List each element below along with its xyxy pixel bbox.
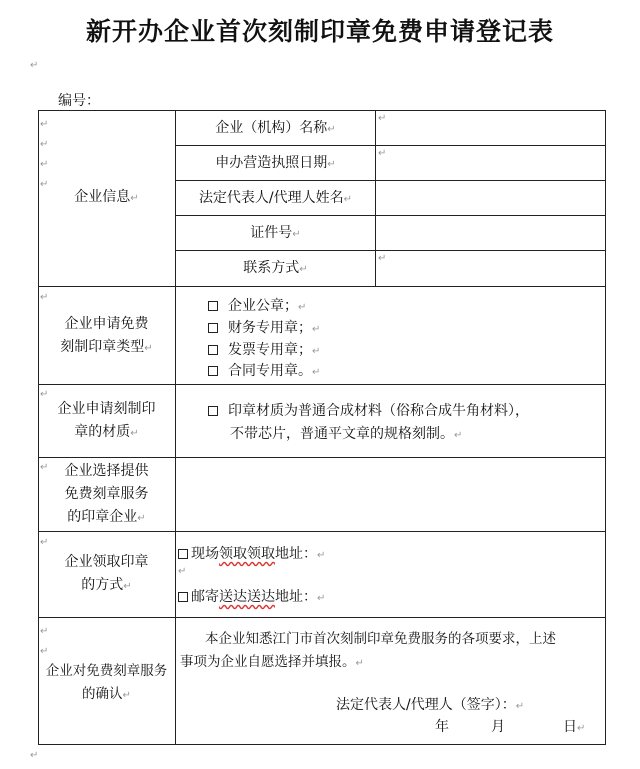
label-text: 的方式 <box>81 577 124 593</box>
statement-text: 事项为企业自愿选择并填报。 <box>180 654 356 670</box>
checkbox-option-material[interactable] <box>208 401 529 421</box>
section-divider <box>38 384 606 385</box>
date-day-label: 日↵ <box>563 719 586 735</box>
label-text: 章的材质 <box>74 424 131 440</box>
contact-value[interactable] <box>376 251 605 286</box>
section-label-material: 企业申请刻制印 章的材质↵ <box>57 401 156 440</box>
checkbox-option-onsite-pickup[interactable]: 现场领取领取地址：↵ <box>178 543 325 567</box>
section-label-enterprise-info: 企业信息↵ <box>74 189 139 205</box>
confirmation-statement-line2: 事项为企业自愿选择并填报。↵ <box>180 654 364 670</box>
label-text: 证件号 <box>250 225 293 241</box>
section-label-confirmation: 企业对免费刻章服务 的确认↵ <box>45 663 168 702</box>
checkbox[interactable] <box>208 345 218 355</box>
checkbox[interactable] <box>208 301 218 311</box>
label-text: 申办营造执照日期 <box>215 155 328 171</box>
paragraph-mark: ↵ <box>40 292 49 303</box>
provider-value[interactable] <box>176 458 605 531</box>
checkbox-option-invoice-seal[interactable]: 发票专用章；↵ <box>208 340 320 362</box>
option-label: 财务专用章； <box>228 320 312 336</box>
section-label-provider: 企业选择提供 免费刻章服务 的印章企业↵ <box>64 463 149 525</box>
date-month-label: 月 <box>491 719 505 735</box>
field-label-license-date: 申办营造执照日期↵ <box>215 155 336 171</box>
paragraph-mark: ↵ <box>178 566 187 577</box>
label-text: 免费刻章服务 <box>64 486 149 502</box>
checkbox[interactable] <box>178 549 188 559</box>
checkbox[interactable] <box>208 366 218 376</box>
checkbox[interactable] <box>178 592 188 602</box>
table-border-right <box>605 110 606 745</box>
label-text: 企业领取印章 <box>64 554 149 570</box>
section-divider <box>38 617 606 618</box>
checkbox[interactable] <box>208 406 218 416</box>
field-label-company-name: 企业（机构）名称↵ <box>215 120 336 136</box>
paragraph-mark: ↵ <box>378 253 387 264</box>
paragraph-mark: ↵ <box>30 750 39 761</box>
field-label-id-number: 证件号↵ <box>250 225 301 241</box>
section-label-seal-types: 企业申请免费 刻制印章类型↵ <box>60 316 153 355</box>
paragraph-marks: ↵ ↵ ↵ ↵ <box>40 119 49 190</box>
section-divider <box>38 531 606 532</box>
signature-label: 法定代表人/代理人（签字）：↵ <box>336 697 525 713</box>
company-name-value[interactable] <box>376 111 605 145</box>
option-label: 企业公章； <box>228 298 298 314</box>
checkbox-option-contract-seal[interactable]: 合同专用章。↵ <box>208 361 320 383</box>
table-border-bottom <box>38 744 606 745</box>
option-label: 领取领取 <box>219 546 275 562</box>
label-text: 企业对免费刻章服务 <box>45 663 168 679</box>
field-label-contact: 联系方式↵ <box>243 260 308 276</box>
checkbox[interactable] <box>208 323 218 333</box>
option-label: 现场 <box>191 546 219 562</box>
option-label: 送达送达 <box>219 589 275 605</box>
option-label: 邮寄 <box>191 589 219 605</box>
label-text: 的确认 <box>82 686 123 702</box>
label-text: 企业（机构）名称 <box>215 120 328 136</box>
option-label: 发票专用章； <box>228 342 312 358</box>
label-text: 的印章企业 <box>67 509 138 525</box>
form-title: 新开办企业首次刻制印章免费申请登记表 <box>85 17 554 46</box>
paragraph-mark: ↵ <box>378 148 387 159</box>
option-label: 不带芯片，普通平文章的规格刻制。 <box>230 426 454 442</box>
label-text: 企业申请刻制印 <box>57 401 156 417</box>
paragraph-mark: ↵ <box>40 462 49 473</box>
paragraph-mark: ↵ <box>378 113 387 124</box>
label-text: 法定代表人/代理人姓名 <box>198 190 344 206</box>
label-text: 企业选择提供 <box>64 463 149 479</box>
label-text: 企业信息 <box>74 189 131 205</box>
material-description-line2: 不带芯片，普通平文章的规格刻制。↵ <box>230 426 463 442</box>
confirmation-statement-line1: 本企业知悉江门市首次刻制印章免费服务的各项要求，上述 <box>205 631 556 647</box>
label-text: 联系方式 <box>243 260 300 276</box>
id-number-value[interactable] <box>376 216 605 250</box>
paragraph-mark: ↵ <box>30 60 39 71</box>
paragraph-marks: ↵ ↵ <box>40 626 49 657</box>
option-label: 印章材质为普通合成材料（俗称合成牛角材料）， <box>228 403 529 419</box>
date-text: 日 <box>563 719 577 735</box>
section-label-pickup: 企业领取印章 的方式↵ <box>64 554 149 593</box>
section-divider <box>38 286 606 287</box>
field-label-representative-name: 法定代表人/代理人姓名↵ <box>198 190 353 206</box>
checkbox-option-finance-seal[interactable]: 财务专用章；↵ <box>208 318 320 340</box>
option-label: 地址： <box>275 589 317 605</box>
form-number-label: 编号： <box>58 93 100 109</box>
checkbox-option-company-seal[interactable]: 企业公章；↵ <box>208 296 306 318</box>
paragraph-mark: ↵ <box>40 389 49 400</box>
paragraph-mark: ↵ <box>40 537 49 548</box>
label-text: 企业申请免费 <box>64 316 149 332</box>
license-date-value[interactable] <box>376 146 605 180</box>
option-label: 地址： <box>275 546 317 562</box>
checkbox-option-mail-delivery[interactable]: 邮寄送达送达地址：↵ <box>178 586 325 610</box>
option-label: 合同专用章。 <box>228 363 312 379</box>
date-year-label: 年 <box>435 719 449 735</box>
signature-text: 法定代表人/代理人（签字）： <box>336 697 516 713</box>
label-text: 刻制印章类型 <box>60 339 145 355</box>
representative-name-value[interactable] <box>376 181 605 215</box>
